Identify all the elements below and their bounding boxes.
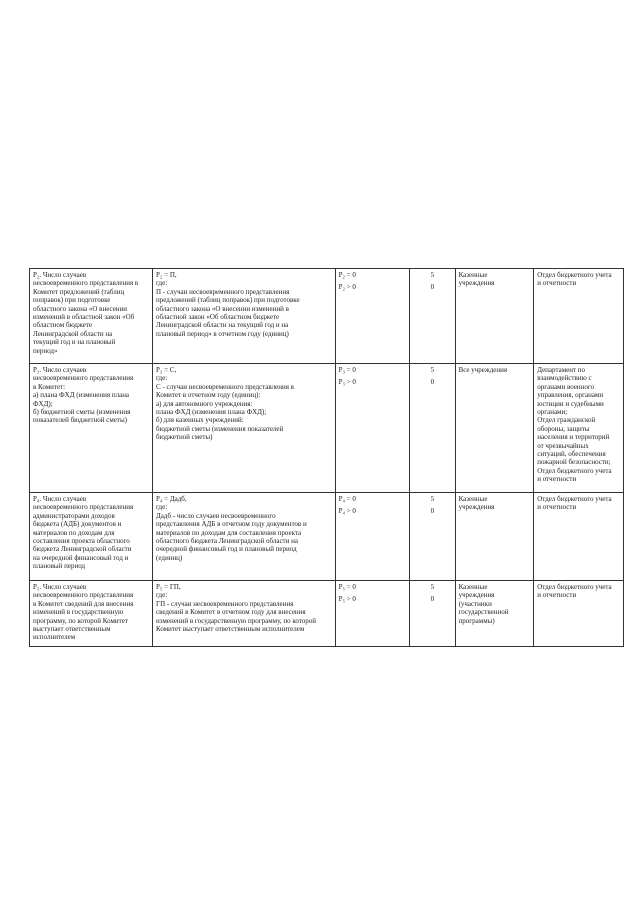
formula-cell (153, 364, 336, 493)
indicator-text: P₅. Число случаев несвоевременного представления в Комитет сведений для внесения изменений в государственную программу, по которой Комитет выступает ответственным исполнителем (33, 583, 134, 642)
formula-text: P₂ = П, где: П - случаи несвоевременного представления предложений (таблиц поправок) при подготовке областного закона «О внесении изменений в областной закон «Об областном бюджете Ленинградской области на текущий год и на плановый период» в отчетном году (единиц) (156, 271, 300, 338)
table-row (30, 493, 624, 581)
score-value: 5 (430, 495, 435, 503)
indicator-text: P₂. Число случаев несвоевременного представления в Комитет предложений (таблиц поправок) при подготовке областного закона «О внесении изменений в областной закон «Об областном бюджете Ленинградской области на текущий год и на плановый период» (33, 271, 139, 355)
indicator-text: P₃. Число случаев несвоевременного представления в Комитет: а) плана ФХД (изменения плана ФХД); б) бюджетной сметы (изменения показателей бюджетной сметы) (33, 366, 134, 425)
indicator-cell (30, 364, 153, 493)
score-cell (410, 581, 455, 647)
table-row (30, 364, 624, 493)
formula-text: P₄ = Дадб, где: Дадб - число случаев несвоевременного представления АДБ в отчетном году документов и материалов по доходам для составления проекта областного бюджета Ленинградской области на очередной финансовый год и плановый период (единиц) (156, 495, 307, 562)
indicator-cell (30, 493, 153, 581)
department-text: Отдел бюджетного учета и отчетности (537, 495, 612, 512)
institutions-cell (455, 493, 534, 581)
indicator-cell (30, 269, 153, 364)
score-cell (410, 364, 455, 493)
institutions-cell (455, 581, 534, 647)
institutions-text: Казенные учреждения (458, 495, 495, 512)
formula-cell (153, 493, 336, 581)
target-cell (335, 269, 410, 364)
institutions-cell (455, 269, 534, 364)
formula-text: P₅ = ГП, где: ГП - случаи несвоевременного представления сведений в Комитет в отчетном году для внесения изменений в государственную программу, по которой Комитет выступает ответственным исполнителем (156, 583, 317, 634)
formula-cell (153, 581, 336, 647)
score-value: 5 (430, 271, 435, 279)
score-cell (410, 269, 455, 364)
target-value: P₂ > 0 (338, 283, 356, 292)
formula-cell (153, 269, 336, 364)
target-value: P₅ = 0 (338, 583, 356, 591)
target-cell (335, 581, 410, 647)
department-text: Департамент по взаимодействию с органами военного управления, органами юстиции и судебными органами; Отдел гражданской обороны, защиты населения и территорий от чрезвычайных ситуаций, обеспечения пожарной безопасности; Отдел бюджетного учета и отчетности (537, 366, 612, 484)
target-value: P₃ > 0 (338, 378, 356, 387)
institutions-text: Казенные учреждения (участники государственной программы) (458, 583, 509, 625)
score-cell (410, 493, 455, 581)
indicator-text: P₄. Число случаев несвоевременного представления администраторами доходов бюджета (АДБ) документов и материалов по доходам для составления проекта областного бюджета Ленинградской области на очередной финансовый год и плановый период (33, 495, 134, 571)
score-value: 0 (430, 595, 435, 604)
department-cell (534, 364, 624, 493)
table-row (30, 581, 624, 647)
score-value: 0 (430, 378, 435, 387)
target-cell (335, 364, 410, 493)
institutions-text: Казенные учреждения (458, 271, 495, 288)
formula-text: P₃ = С, где: С - случаи несвоевременного представления в Комитет в отчетном году (единиц): а) для автономного учреждения: плана ФХД (изменения плана ФХД); б) для казенных учреждений: бюджетной сметы (изменения показателей бюджетной сметы) (156, 366, 294, 442)
department-text: Отдел бюджетного учета и отчетности (537, 271, 612, 288)
target-value: P₄ = 0 (338, 495, 356, 503)
institutions-text: Все учреждения (458, 366, 508, 374)
target-value: P₂ = 0 (338, 271, 356, 279)
table-row (30, 269, 624, 364)
department-text: Отдел бюджетного учета и отчетности (537, 583, 612, 600)
department-cell (534, 269, 624, 364)
institutions-cell (455, 364, 534, 493)
department-cell (534, 493, 624, 581)
criteria-table (29, 268, 624, 647)
score-value: 0 (430, 507, 435, 516)
score-value: 5 (430, 583, 435, 591)
target-cell (335, 493, 410, 581)
score-value: 5 (430, 366, 435, 374)
target-value: P₅ > 0 (338, 595, 356, 604)
indicator-cell (30, 581, 153, 647)
score-value: 0 (430, 283, 435, 292)
target-value: P₃ = 0 (338, 366, 356, 374)
department-cell (534, 581, 624, 647)
target-value: P₄ > 0 (338, 507, 356, 516)
